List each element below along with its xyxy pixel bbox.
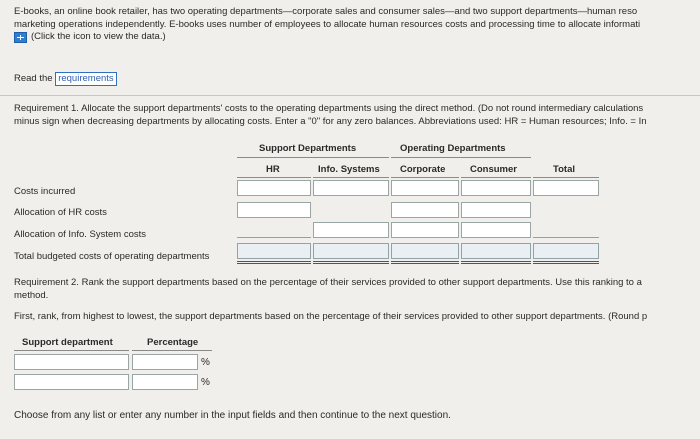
requirement-2 xyxy=(14,277,647,324)
footer-instruction: Choose from any list or enter any number in the input fields and then continue to the next question. xyxy=(14,410,451,421)
req2-line-2: method. xyxy=(14,289,49,301)
row-allocation-hr: Allocation of HR costs xyxy=(14,207,107,218)
input-total-info[interactable] xyxy=(313,243,389,259)
input-alloc-info-info[interactable] xyxy=(313,222,389,238)
req1-line-1: Requirement 1. Allocate the support departments' costs to the operating departments using the direct method. (Do not round intermediary calculations xyxy=(14,103,644,114)
rank-1-pct-sign: % xyxy=(201,357,210,368)
read-requirements-row xyxy=(14,72,117,86)
input-total-corporate[interactable] xyxy=(391,243,459,259)
requirement-1 xyxy=(14,103,647,128)
req2-line-3: First, rank, from highest to lowest, the support departments based on the percentage of their services provided to other support departments. (Round p xyxy=(14,311,648,322)
req1-line-2: minus sign when decreasing departments by allocating costs. Enter a "0" for any zero balances. Abbreviations used: HR = Human resources; Info. = In xyxy=(14,115,647,127)
input-costs-corporate[interactable] xyxy=(391,180,459,196)
col-total-header: Total xyxy=(553,164,575,175)
total-total-double-rule xyxy=(533,261,599,264)
total-hr-double-rule xyxy=(237,261,311,264)
col-info-header: Info. Systems xyxy=(318,164,380,175)
section-divider xyxy=(0,95,700,96)
alloc-info-total-rule xyxy=(533,237,599,238)
input-costs-info[interactable] xyxy=(313,180,389,196)
intro-line-1: E-books, an online book retailer, has two operating departments—corporate sales and consumer sales—and two support departments—human reso xyxy=(14,6,638,17)
total-info-double-rule xyxy=(313,261,389,264)
col-hr-header: HR xyxy=(266,164,280,175)
support-header-rule xyxy=(237,157,389,158)
col-info-rule xyxy=(313,177,389,178)
total-consumer-double-rule xyxy=(461,261,531,264)
col-hr-rule xyxy=(237,177,311,178)
row-allocation-info: Allocation of Info. System costs xyxy=(14,229,147,240)
operating-header-rule xyxy=(391,157,531,158)
input-costs-total[interactable] xyxy=(533,180,599,196)
support-departments-header: Support Departments xyxy=(259,143,357,154)
requirements-link[interactable]: requirements xyxy=(55,72,116,86)
col-total-rule xyxy=(533,177,599,178)
input-alloc-info-corporate[interactable] xyxy=(391,222,459,238)
rank-dept-rule xyxy=(14,350,129,351)
input-alloc-hr-consumer[interactable] xyxy=(461,202,531,218)
intro-line-2: marketing operations independently. E-books uses number of employees to allocate human resources costs and processing time to allocate informati xyxy=(14,18,641,30)
col-consumer-header: Consumer xyxy=(470,164,517,175)
rank-2-pct-sign: % xyxy=(201,377,210,388)
input-costs-consumer[interactable] xyxy=(461,180,531,196)
rank-col-pct-header: Percentage xyxy=(147,337,199,348)
input-costs-hr[interactable] xyxy=(237,180,311,196)
rank-pct-rule xyxy=(132,350,212,351)
problem-intro xyxy=(14,6,700,44)
alloc-info-hr-rule xyxy=(237,237,311,238)
input-alloc-hr-hr[interactable] xyxy=(237,202,311,218)
data-link-text: (Click the icon to view the data.) xyxy=(31,31,166,42)
data-table-icon[interactable] xyxy=(14,32,27,43)
rank-1-dept-select[interactable] xyxy=(14,354,129,370)
input-alloc-hr-corporate[interactable] xyxy=(391,202,459,218)
col-corporate-header: Corporate xyxy=(400,164,446,175)
operating-departments-header: Operating Departments xyxy=(400,143,506,154)
col-consumer-rule xyxy=(461,177,531,178)
rank-col-dept-header: Support department xyxy=(22,337,113,348)
data-link-row[interactable] xyxy=(14,31,700,44)
total-corporate-double-rule xyxy=(391,261,459,264)
rank-1-pct-input[interactable] xyxy=(132,354,198,370)
col-corporate-rule xyxy=(391,177,459,178)
input-total-total[interactable] xyxy=(533,243,599,259)
input-total-hr[interactable] xyxy=(237,243,311,259)
row-costs-incurred: Costs incurred xyxy=(14,186,76,197)
row-total-budgeted: Total budgeted costs of operating departments xyxy=(14,251,210,262)
rank-2-dept-select[interactable] xyxy=(14,374,129,390)
read-the-text: Read the xyxy=(14,73,53,84)
input-total-consumer[interactable] xyxy=(461,243,531,259)
input-alloc-info-consumer[interactable] xyxy=(461,222,531,238)
rank-2-pct-input[interactable] xyxy=(132,374,198,390)
req2-line-1: Requirement 2. Rank the support departments based on the percentage of their services provided to other support departments. Use this ranking to a xyxy=(14,277,642,288)
